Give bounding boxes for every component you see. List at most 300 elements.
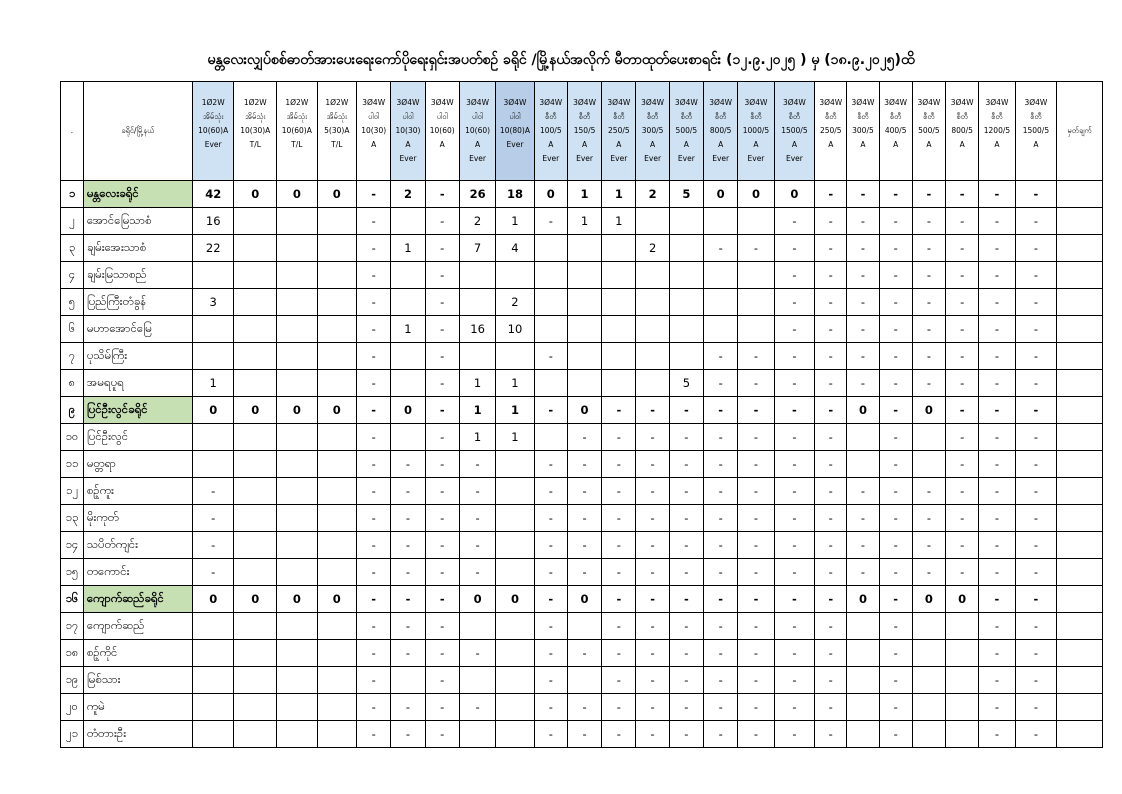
table-cell: - <box>1015 478 1057 505</box>
table-cell <box>277 505 318 532</box>
header-col-line: 400/5 <box>884 126 907 135</box>
table-cell: - <box>357 505 391 532</box>
header-col-10 <box>534 82 567 181</box>
table-cell <box>192 613 234 640</box>
table-cell: - <box>192 559 234 586</box>
header-col-4 <box>317 82 356 181</box>
table-cell: - <box>357 532 391 559</box>
table-cell <box>534 262 567 289</box>
table-cell <box>234 640 277 667</box>
table-cell: - <box>774 505 815 532</box>
table-cell <box>534 289 567 316</box>
table-cell <box>277 370 318 397</box>
header-col-line: 3Ø4W <box>674 98 698 107</box>
table-cell: 0 <box>277 397 318 424</box>
header-col-line: 10(60)A <box>198 126 229 135</box>
table-cell: - <box>815 262 847 289</box>
header-col-line: 250/5 <box>608 126 630 135</box>
header-no: . <box>61 82 84 181</box>
table-cell: - <box>774 532 815 559</box>
table-cell: - <box>357 370 391 397</box>
table-cell: - <box>774 559 815 586</box>
table-cell <box>567 262 601 289</box>
table-cell <box>234 478 277 505</box>
table-cell: - <box>192 478 234 505</box>
table-cell <box>602 316 636 343</box>
table-cell <box>946 640 979 667</box>
header-col-line: စီတီ <box>545 112 557 121</box>
table-cell: - <box>425 343 459 370</box>
table-cell: - <box>979 559 1015 586</box>
table-cell <box>496 505 534 532</box>
table-cell: - <box>815 424 847 451</box>
table-cell: - <box>946 208 979 235</box>
table-cell <box>277 289 318 316</box>
table-cell: - <box>636 397 669 424</box>
table-cell <box>1057 370 1103 397</box>
table-cell: - <box>669 478 703 505</box>
row-number: ၄ <box>61 262 84 289</box>
table-cell <box>1057 721 1103 748</box>
table-cell: - <box>636 721 669 748</box>
header-col-line: 300/5 <box>641 126 664 135</box>
table-cell <box>234 559 277 586</box>
table-cell <box>391 262 425 289</box>
table-cell: - <box>636 451 669 478</box>
table-cell <box>192 667 234 694</box>
header-col-line: T/L <box>291 140 303 149</box>
table-cell: 0 <box>738 181 774 208</box>
table-cell: - <box>738 505 774 532</box>
table-cell: - <box>357 586 391 613</box>
table-cell <box>459 721 495 748</box>
table-cell: - <box>425 694 459 721</box>
table-cell <box>317 343 356 370</box>
header-col-line: 3Ø4W <box>362 98 386 107</box>
table-cell: - <box>774 397 815 424</box>
header-col-line: 3Ø4W <box>950 98 974 107</box>
table-cell: 0 <box>847 397 879 424</box>
table-cell: - <box>704 424 738 451</box>
table-cell <box>317 208 356 235</box>
table-cell: - <box>357 235 391 262</box>
table-cell <box>317 235 356 262</box>
header-col-line <box>193 152 234 166</box>
table-cell: 2 <box>636 235 669 262</box>
table-cell: - <box>979 343 1015 370</box>
table-cell <box>234 370 277 397</box>
table-cell <box>234 451 277 478</box>
table-cell: - <box>979 586 1015 613</box>
table-cell: - <box>391 559 425 586</box>
header-col-3 <box>277 82 318 181</box>
township-row <box>61 667 1103 694</box>
table-cell <box>738 316 774 343</box>
table-cell <box>534 316 567 343</box>
table-cell <box>534 370 567 397</box>
table-cell <box>234 343 277 370</box>
township-row <box>61 532 1103 559</box>
table-cell: - <box>815 451 847 478</box>
table-cell: 18 <box>496 181 534 208</box>
table-cell: 0 <box>946 586 979 613</box>
township-row <box>61 694 1103 721</box>
table-cell <box>1057 586 1103 613</box>
table-cell: - <box>391 505 425 532</box>
row-number: ၁၇ <box>61 613 84 640</box>
table-cell <box>669 235 703 262</box>
table-cell <box>669 316 703 343</box>
table-cell: - <box>738 694 774 721</box>
table-cell: 1 <box>567 208 601 235</box>
table-cell: - <box>602 424 636 451</box>
table-cell: - <box>602 667 636 694</box>
table-cell <box>1057 505 1103 532</box>
header-col-line: A <box>1033 140 1039 149</box>
table-cell: - <box>534 640 567 667</box>
table-cell <box>1057 343 1103 370</box>
table-cell: - <box>704 451 738 478</box>
table-cell: - <box>459 559 495 586</box>
table-cell <box>277 721 318 748</box>
table-cell: - <box>602 694 636 721</box>
table-cell: - <box>192 505 234 532</box>
header-col-line: 1200/5 <box>983 126 1011 135</box>
header-col-23 <box>979 82 1015 181</box>
table-cell: 1 <box>602 208 636 235</box>
table-cell: - <box>815 208 847 235</box>
table-cell: - <box>879 424 912 451</box>
table-cell <box>636 370 669 397</box>
header-col-line: Ever <box>576 154 593 163</box>
table-cell: - <box>602 532 636 559</box>
table-cell: 1 <box>496 424 534 451</box>
table-cell <box>234 532 277 559</box>
table-cell: - <box>704 640 738 667</box>
header-col-line: Ever <box>204 140 222 149</box>
header-col-17 <box>774 82 815 181</box>
table-cell <box>234 235 277 262</box>
table-cell: - <box>738 424 774 451</box>
table-cell: - <box>738 478 774 505</box>
table-cell <box>847 721 879 748</box>
header-col-2 <box>234 82 277 181</box>
row-name: အောင်မြေသာစံ <box>83 208 192 235</box>
table-cell: - <box>534 532 567 559</box>
table-cell: - <box>879 640 912 667</box>
table-cell: - <box>815 586 847 613</box>
header-col-line: A <box>581 140 588 149</box>
table-cell: - <box>774 343 815 370</box>
table-cell: - <box>357 397 391 424</box>
table-cell: - <box>1015 505 1057 532</box>
header-col-line: စီတီ <box>750 112 762 121</box>
table-cell: - <box>815 667 847 694</box>
table-cell <box>1057 181 1103 208</box>
table-cell <box>317 640 356 667</box>
table-cell: - <box>979 181 1015 208</box>
table-cell: - <box>847 235 879 262</box>
table-cell: - <box>636 505 669 532</box>
table-cell: - <box>636 694 669 721</box>
row-number: ၁၅ <box>61 559 84 586</box>
table-cell: - <box>879 721 912 748</box>
table-cell: - <box>879 370 912 397</box>
table-cell <box>912 721 945 748</box>
header-col-line: 10(60) <box>429 126 455 135</box>
header-col-line: စီတီ <box>923 112 935 121</box>
table-cell <box>496 532 534 559</box>
table-cell <box>277 640 318 667</box>
table-cell <box>496 613 534 640</box>
table-cell: - <box>669 559 703 586</box>
township-row <box>61 289 1103 316</box>
table-cell: - <box>879 478 912 505</box>
table-cell: - <box>979 289 1015 316</box>
table-cell: - <box>357 262 391 289</box>
header-col-21 <box>912 82 945 181</box>
header-col-line: စီတီ <box>889 112 902 121</box>
table-cell: - <box>979 316 1015 343</box>
row-name: ပြင်ဦးလွင် <box>83 424 192 451</box>
table-cell: 1 <box>192 370 234 397</box>
table-cell: 26 <box>459 181 495 208</box>
header-col-line <box>913 152 945 166</box>
table-cell <box>1057 289 1103 316</box>
row-number: ၁ <box>61 181 84 208</box>
table-cell: - <box>979 424 1015 451</box>
header-col-line: အိမ်သုံး <box>203 112 224 121</box>
table-cell: - <box>774 586 815 613</box>
table-cell <box>317 478 356 505</box>
table-cell: - <box>357 721 391 748</box>
table-cell: - <box>704 343 738 370</box>
table-cell <box>277 316 318 343</box>
header-col-line: 10(80)A <box>499 126 530 135</box>
header-col-line: A <box>371 140 377 149</box>
table-cell: - <box>704 505 738 532</box>
table-cell: - <box>815 532 847 559</box>
header-col-line <box>847 152 878 166</box>
table-cell: - <box>738 451 774 478</box>
table-cell: - <box>912 262 945 289</box>
table-cell: - <box>847 289 879 316</box>
table-cell: - <box>669 586 703 613</box>
table-cell <box>1057 424 1103 451</box>
table-cell <box>1057 451 1103 478</box>
table-cell <box>277 235 318 262</box>
table-cell <box>277 424 318 451</box>
table-cell <box>496 343 534 370</box>
row-name: ပြည်ကြီးတံခွန် <box>83 289 192 316</box>
table-cell: - <box>425 181 459 208</box>
table-cell: - <box>704 478 738 505</box>
table-cell: - <box>979 640 1015 667</box>
table-cell <box>192 640 234 667</box>
table-cell: - <box>738 235 774 262</box>
table-cell: - <box>567 640 601 667</box>
row-name: ချမ်းမြသာစည် <box>83 262 192 289</box>
header-col-18 <box>815 82 847 181</box>
header-col-line: 3Ø4W <box>466 98 489 107</box>
table-cell <box>391 370 425 397</box>
table-cell: 0 <box>567 586 601 613</box>
header-col-line: 3Ø4W <box>503 98 527 107</box>
table-cell <box>496 262 534 289</box>
table-cell: 0 <box>534 181 567 208</box>
table-cell: - <box>774 289 815 316</box>
table-cell: - <box>979 478 1015 505</box>
table-cell: - <box>912 370 945 397</box>
table-cell: - <box>738 613 774 640</box>
header-col-line: A <box>439 140 445 149</box>
table-cell: - <box>1015 316 1057 343</box>
table-cell: - <box>534 586 567 613</box>
table-cell: - <box>815 721 847 748</box>
table-cell: - <box>847 478 879 505</box>
table-cell <box>567 343 601 370</box>
row-name: မြစ်သား <box>83 667 192 694</box>
table-cell: - <box>979 694 1015 721</box>
header-col-line: 3Ø4W <box>573 98 596 107</box>
row-name: မဟာအောင်မြေ <box>83 316 192 343</box>
table-cell: - <box>534 505 567 532</box>
header-col-24 <box>1015 82 1057 181</box>
table-cell: - <box>425 640 459 667</box>
table-cell: - <box>774 424 815 451</box>
table-cell <box>496 694 534 721</box>
table-cell <box>277 694 318 721</box>
township-row <box>61 559 1103 586</box>
header-col-line: 3Ø4W <box>917 98 941 107</box>
table-cell: - <box>1015 235 1057 262</box>
table-cell <box>602 235 636 262</box>
header-col-line: 10(60)A <box>281 126 312 135</box>
table-cell: 4 <box>496 235 534 262</box>
table-cell <box>234 613 277 640</box>
table-cell: - <box>946 559 979 586</box>
row-name: မန္တလေးခရိုင် <box>83 181 192 208</box>
table-cell: - <box>912 532 945 559</box>
table-cell: 0 <box>234 586 277 613</box>
table-cell: - <box>738 667 774 694</box>
table-cell <box>1057 235 1103 262</box>
header-col-1 <box>192 82 234 181</box>
table-cell: - <box>815 316 847 343</box>
table-cell <box>1057 613 1103 640</box>
table-cell <box>317 451 356 478</box>
header-col-line: အိမ်သုံး <box>286 112 307 121</box>
header-col-line: 10(30) <box>395 126 421 135</box>
table-cell: - <box>879 316 912 343</box>
table-cell: - <box>847 559 879 586</box>
table-cell: - <box>534 208 567 235</box>
table-cell <box>534 424 567 451</box>
table-cell <box>317 505 356 532</box>
table-cell: - <box>704 721 738 748</box>
table-cell: 42 <box>192 181 234 208</box>
table-cell: - <box>534 478 567 505</box>
table-cell: - <box>534 613 567 640</box>
header-col-line <box>318 152 356 166</box>
table-cell: - <box>704 397 738 424</box>
table-cell: - <box>704 559 738 586</box>
table-cell: - <box>879 559 912 586</box>
row-number: ၁၉ <box>61 667 84 694</box>
table-cell: - <box>912 208 945 235</box>
table-cell: - <box>815 694 847 721</box>
table-cell: 0 <box>234 397 277 424</box>
township-row <box>61 478 1103 505</box>
table-cell: - <box>879 343 912 370</box>
table-cell: 1 <box>496 370 534 397</box>
table-cell: - <box>669 640 703 667</box>
table-cell <box>738 289 774 316</box>
table-cell: - <box>534 451 567 478</box>
table-cell <box>946 613 979 640</box>
table-cell: - <box>704 370 738 397</box>
table-cell: - <box>946 316 979 343</box>
header-col-line: 5(30)A <box>324 126 350 135</box>
table-cell: - <box>946 451 979 478</box>
table-cell <box>277 667 318 694</box>
table-cell: - <box>357 181 391 208</box>
table-cell <box>636 289 669 316</box>
table-cell: - <box>1015 397 1057 424</box>
table-cell: - <box>391 451 425 478</box>
row-number: ၉ <box>61 397 84 424</box>
table-cell: - <box>669 667 703 694</box>
table-cell: 16 <box>192 208 234 235</box>
table-cell: 1 <box>602 181 636 208</box>
table-cell: - <box>669 424 703 451</box>
table-cell: 1 <box>459 424 495 451</box>
table-cell: - <box>636 559 669 586</box>
table-cell: - <box>425 721 459 748</box>
table-cell <box>567 289 601 316</box>
table-cell: - <box>357 694 391 721</box>
header-col-line: စီတီ <box>578 112 591 121</box>
table-cell <box>391 208 425 235</box>
table-cell: - <box>774 667 815 694</box>
row-name: ကျောက်ဆည် <box>83 613 192 640</box>
table-cell: - <box>815 397 847 424</box>
table-cell <box>192 451 234 478</box>
table-cell <box>847 667 879 694</box>
header-col-line <box>277 152 317 166</box>
table-cell: - <box>669 721 703 748</box>
table-cell: - <box>1015 586 1057 613</box>
table-cell <box>496 667 534 694</box>
table-cell <box>1057 640 1103 667</box>
header-col-8 <box>459 82 495 181</box>
table-cell: 0 <box>192 586 234 613</box>
header-col-line: 1000/5 <box>742 126 770 135</box>
table-cell: - <box>669 532 703 559</box>
district-row <box>61 586 1103 613</box>
table-cell: - <box>459 505 495 532</box>
header-col-line: 250/5 <box>819 126 842 135</box>
header-col-line <box>234 152 276 166</box>
header-col-line: 3Ø4W <box>744 98 768 107</box>
table-cell: - <box>425 532 459 559</box>
table-cell <box>602 289 636 316</box>
header-col-line: Ever <box>399 154 417 163</box>
township-row <box>61 235 1103 262</box>
header-col-line: T/L <box>249 140 261 149</box>
table-cell: - <box>1015 208 1057 235</box>
table-cell: 2 <box>391 181 425 208</box>
